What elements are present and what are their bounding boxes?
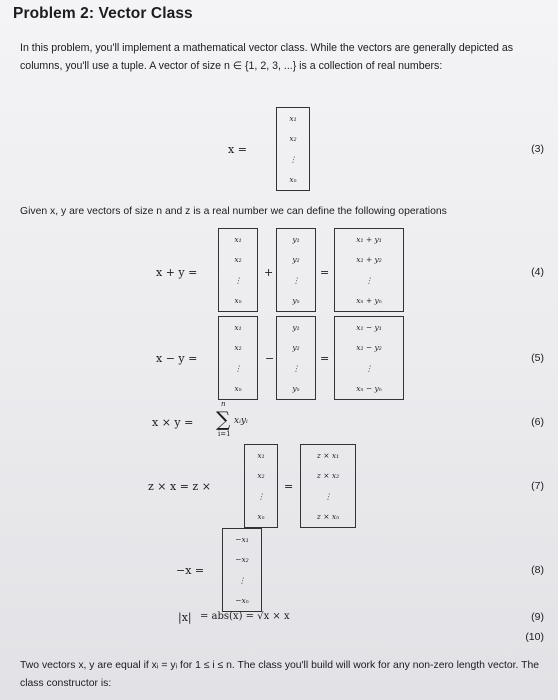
entry: x₁ + y₁ [356, 234, 382, 244]
entry: yₙ [292, 384, 300, 393]
eq5-number: (5) [531, 352, 544, 364]
entry: ⋮ [257, 491, 265, 501]
eq9-number: (9) [531, 611, 544, 623]
entry: z × xₙ [316, 512, 340, 521]
eq8-lhs: −x = [176, 564, 205, 577]
entry: ⋮ [324, 491, 332, 501]
entry: yₙ [292, 296, 300, 305]
entry: x₂ + y₂ [356, 255, 382, 264]
plus-operator: + [264, 266, 274, 279]
entry: xₙ − yₙ [356, 384, 382, 393]
entry: ⋮ [234, 275, 242, 285]
entry: y₂ [292, 255, 300, 264]
eq7-lhs: z × x = z × [148, 480, 211, 493]
entry: −xₙ [235, 596, 249, 605]
equals-sign: = [284, 480, 294, 493]
eq6-number: (6) [531, 416, 544, 428]
eq5-result-vector [334, 316, 404, 400]
closing-paragraph: Two vectors x, y are equal if xᵢ = yᵢ for 1 ≤ i ≤ n. The class you'll build will work for any non-zero length vector. The class constructor is: [20, 660, 540, 689]
equals-sign: = [320, 352, 330, 365]
sum-lower-limit: i=1 [218, 430, 231, 438]
entry: y₁ [292, 322, 300, 332]
entry: x₂ − y₂ [356, 343, 382, 352]
entry: xₙ [257, 512, 265, 521]
entry: ⋮ [234, 363, 242, 373]
eq3-vector-x [276, 107, 310, 191]
entry: z × x₂ [316, 471, 340, 480]
eq4-result-vector [334, 228, 404, 312]
eq5-lhs: x − y = [156, 352, 198, 365]
entry: x₂ [257, 471, 265, 480]
eq3-number: (3) [531, 143, 544, 155]
eq5-vector-y [276, 316, 316, 400]
entry: −x₁ [235, 534, 249, 544]
eq6-lhs: x × y = [152, 416, 194, 429]
eq3-lhs: x = [228, 143, 247, 156]
entry: xₙ [234, 384, 242, 393]
sum-symbol: ∑ [216, 407, 231, 431]
minus-operator: − [265, 352, 275, 365]
entry: ⋮ [365, 363, 373, 373]
eq7-number: (7) [531, 480, 544, 492]
eq8-number: (8) [531, 564, 544, 576]
entry: ⋮ [292, 363, 300, 373]
problem-title: Problem 2: Vector Class [13, 5, 193, 22]
entry: ⋮ [292, 275, 300, 285]
eq5-vector-x [218, 316, 258, 400]
entry: x₂ [234, 343, 242, 352]
entry: x₁ − y₁ [356, 322, 382, 332]
entry: x₁ [257, 450, 265, 460]
entry: x₁ [289, 113, 297, 123]
sum-upper-limit: n [221, 400, 226, 408]
entry: xₙ [234, 296, 242, 305]
eq4-lhs: x + y = [156, 266, 198, 279]
entry: x₂ [289, 134, 297, 143]
entry: z × x₁ [316, 450, 340, 460]
entry: ⋮ [238, 575, 246, 585]
entry: xₙ + yₙ [356, 296, 382, 305]
entry: x₁ [234, 234, 242, 244]
entry: −x₂ [235, 555, 249, 564]
eq9-lhs: |x| [178, 611, 192, 624]
eq7-vector-x [244, 444, 278, 528]
eq4-vector-x [218, 228, 258, 312]
entry: ⋮ [365, 275, 373, 285]
eq10-number: (10) [525, 631, 544, 643]
sum-term: xᵢyᵢ [234, 416, 248, 426]
eq8-result-vector [222, 528, 262, 612]
entry: ⋮ [289, 154, 297, 164]
entry: x₁ [234, 322, 242, 332]
eq4-number: (4) [531, 266, 544, 278]
entry: y₁ [292, 234, 300, 244]
eq7-result-vector [300, 444, 356, 528]
eq4-vector-y [276, 228, 316, 312]
entry: xₙ [289, 175, 297, 184]
equals-sign: = [320, 266, 330, 279]
entry: x₂ [234, 255, 242, 264]
entry: y₂ [292, 343, 300, 352]
eq9-rhs: = abs(x) = √x × x [200, 611, 290, 622]
intro-paragraph: In this problem, you'll implement a mathematical vector class. While the vectors are generally depicted as columns, you'll use a tuple. A vector of size n ∈ {1, 2, 3, ...} is a collection of real numbers: [20, 42, 514, 72]
given-paragraph: Given x, y are vectors of size n and z is a real number we can define the following operations [20, 206, 447, 217]
